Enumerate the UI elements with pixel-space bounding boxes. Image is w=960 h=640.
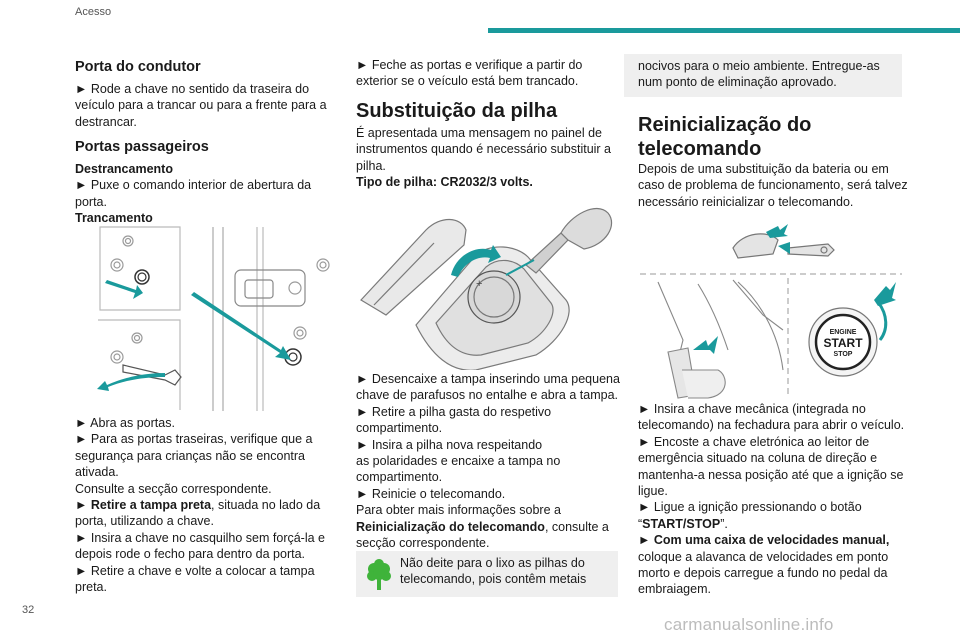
- header-accent-bar: [488, 28, 960, 33]
- door-steps: ► Abra as portas. ► Para as portas traseiras, verifique que a segurança para crianças não se encontra ativada. Consulte a secção correspondente. ► Retire a tampa preta, situada no lado da porta, utilizando a chave. ► Insira a chave no casquilho sem forçá-la e depois rode o fecho para dentro da porta. ► Retire a chave e volte a colocar a tampa preta.: [75, 416, 325, 595]
- reinit-steps: ► Insira a chave mecânica (integrada no telecomando) na fechadura para abrir o veículo. ► Encoste a chave eletrónica ao leitor de emergência situado na coluna de direção e mantenha-a nessa posição até que a ignição se ligue. ► Ligue a ignição pressionando o botão “START/STOP”. ► Com uma caixa de velocidades manual, coloque a alavanca de velocidades em ponto morto e depois carregue a fundo no pedal da embraiagem.: [638, 402, 905, 597]
- reinit-intro: Depois de uma substituição da bateria ou em caso de problema de funcionamento, será talvez necessário reinicializar o telecomando.: [638, 162, 908, 209]
- reinit-illustration: [638, 220, 904, 400]
- environment-notice-box: [356, 551, 618, 597]
- battery-replacement-title: Substituição da pilha: [356, 100, 558, 122]
- door-lock-illustration: [95, 225, 333, 411]
- recycling-leaf-icon: [366, 559, 392, 591]
- key-fob-battery-illustration: [356, 205, 616, 370]
- environment-notice-continued: nocivos para o meio ambiente. Entregue-as num ponto de eliminação aprovado.: [624, 54, 902, 97]
- svg-text:+: +: [476, 278, 483, 290]
- watermark: carmanualsonline.info: [664, 615, 834, 634]
- engine-start-stop-button: ENGINE START STOP: [823, 329, 863, 358]
- reinit-title: Reinicialização do telecomando: [638, 114, 812, 160]
- passenger-doors-title: Portas passageiros: [75, 139, 209, 155]
- page-number: 32: [22, 604, 35, 616]
- driver-door-title: Porta do condutor: [75, 59, 201, 75]
- battery-steps: ► Desencaixe a tampa inserindo uma pequena chave de parafusos no entalhe e abra a tampa. ► Retire a pilha gasta do respetivo compartimento. ► Insira a pilha nova respeitando as polaridades e encaixe a tampa no compartimento. ► Reinicie o telecomando. Para obter mais informações sobre a Reinicialização do telecomando, consulte a secção correspondente.: [356, 372, 620, 551]
- driver-door-text: ► Rode a chave no sentido da traseira do veículo para a trancar ou para a frente para a destrancar.: [75, 82, 327, 129]
- battery-intro: É apresentada uma mensagem no painel de instrumentos quando é necessário substituir a pilha. Tipo de pilha: CR2032/3 volts.: [356, 126, 612, 190]
- section-header: Acesso: [75, 6, 112, 18]
- environment-notice-text: Não deite para o lixo as pilhas do telecomando, pois contêm metais: [400, 556, 587, 587]
- passenger-doors-text: Destrancamento ► Puxe o comando interior de abertura da porta. Trancamento: [75, 162, 312, 226]
- close-doors-text: ► Feche as portas e verifique a partir do exterior se o veículo está bem trancado.: [356, 58, 583, 89]
